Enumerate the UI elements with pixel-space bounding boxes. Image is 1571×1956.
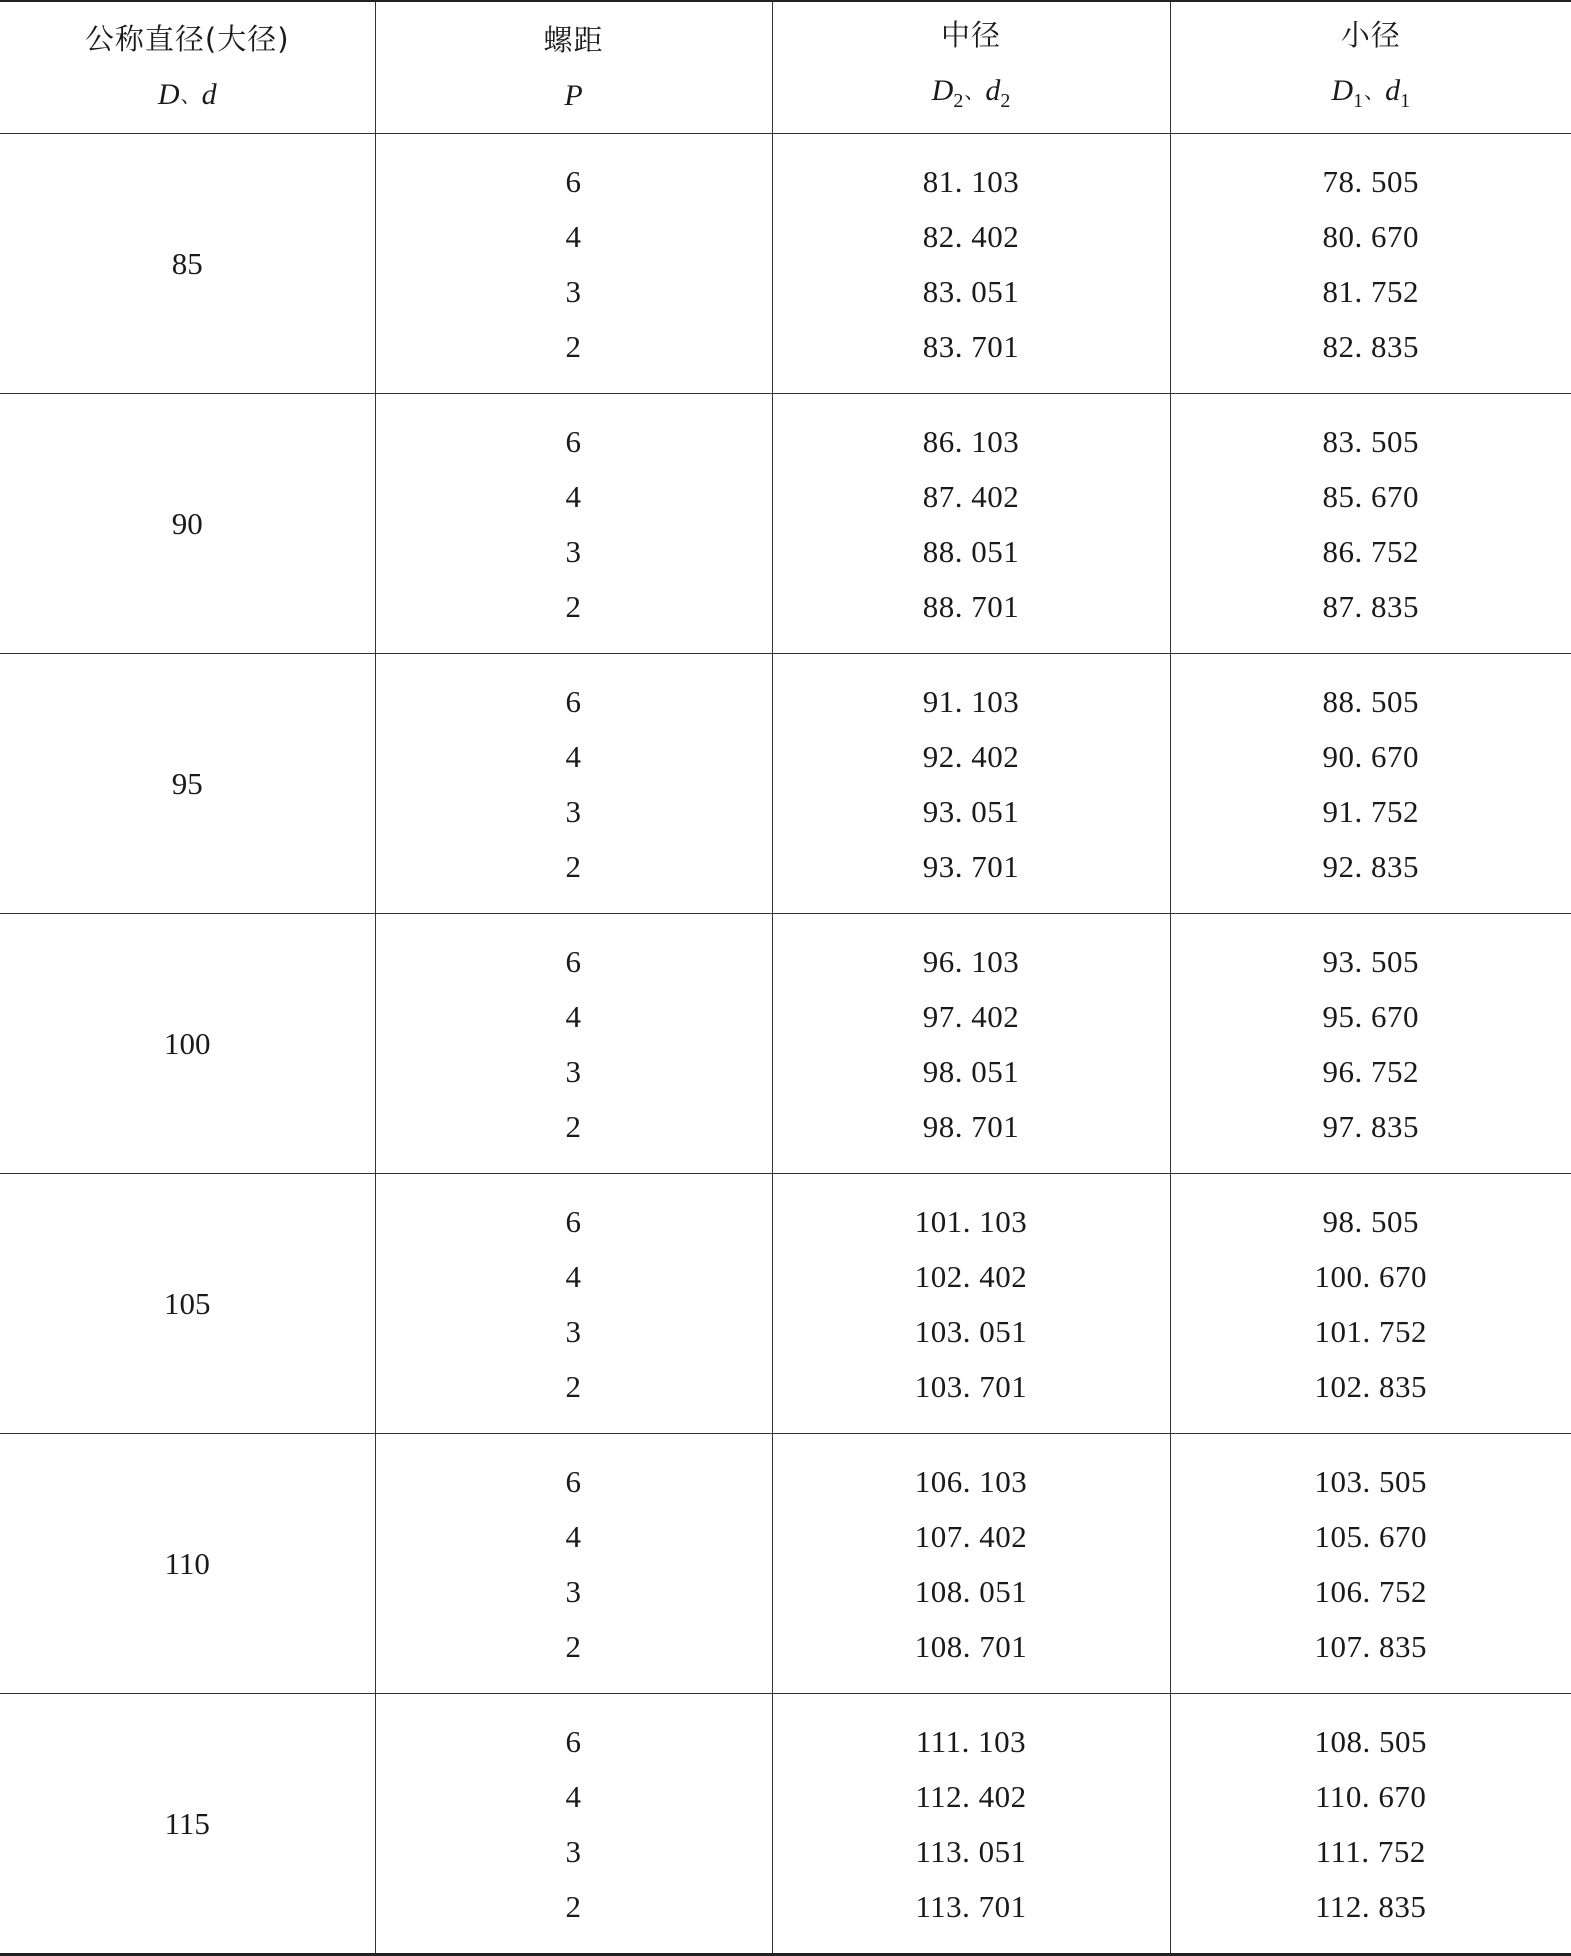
pitch-cell xyxy=(375,134,772,394)
minor-diameter-cell xyxy=(1170,394,1571,654)
table-row xyxy=(0,1434,1571,1694)
nominal-diameter-value: 110 xyxy=(165,1546,210,1581)
pitch-diameter-value: 81. 103 xyxy=(923,154,1020,209)
header-row xyxy=(0,1,1571,134)
table-row xyxy=(0,1694,1571,1955)
pitch-diameter-value: 106. 103 xyxy=(915,1454,1028,1509)
header-pitch-diameter-label: 中径 xyxy=(773,7,1170,63)
pitch-cell xyxy=(375,1434,772,1694)
pitch-diameter-values xyxy=(915,1194,1028,1414)
minor-diameter-values xyxy=(1315,1194,1428,1414)
symbol-separator: 、 xyxy=(963,81,985,103)
minor-diameter-cell xyxy=(1170,1694,1571,1955)
pitch-diameter-value: 86. 103 xyxy=(923,414,1020,469)
header-minor-diameter xyxy=(1170,1,1571,134)
pitch-diameter-value: 107. 402 xyxy=(915,1509,1028,1564)
pitch-diameter-cell xyxy=(772,1434,1170,1694)
header-pitch-diameter-symbol xyxy=(773,63,1170,129)
header-minor-diameter-symbol xyxy=(1171,63,1571,129)
nominal-diameter-cell xyxy=(0,134,375,394)
minor-diameter-cell xyxy=(1170,1434,1571,1694)
pitch-diameter-value: 83. 051 xyxy=(923,264,1020,319)
nominal-diameter-cell xyxy=(0,1434,375,1694)
pitch-value: 3 xyxy=(566,1824,582,1879)
symbol-subscript: 2 xyxy=(1000,90,1010,112)
symbol-separator: 、 xyxy=(180,85,202,107)
pitch-value: 2 xyxy=(566,579,582,634)
pitch-diameter-value: 101. 103 xyxy=(915,1194,1028,1249)
pitch-diameter-value: 88. 701 xyxy=(923,579,1020,634)
minor-diameter-value: 88. 505 xyxy=(1323,674,1420,729)
pitch-value: 6 xyxy=(566,674,582,729)
header-nominal-label: 公称直径(大径) xyxy=(0,11,375,67)
pitch-diameter-value: 91. 103 xyxy=(923,674,1020,729)
minor-diameter-value: 97. 835 xyxy=(1323,1099,1420,1154)
pitch-value: 6 xyxy=(566,1454,582,1509)
minor-diameter-cell xyxy=(1170,1174,1571,1434)
pitch-diameter-value: 113. 701 xyxy=(915,1879,1026,1934)
pitch-diameter-cell xyxy=(772,1694,1170,1955)
minor-diameter-value: 83. 505 xyxy=(1323,414,1420,469)
minor-diameter-value: 92. 835 xyxy=(1323,839,1420,894)
pitch-value: 4 xyxy=(566,729,582,784)
pitch-diameter-value: 108. 051 xyxy=(915,1564,1028,1619)
pitch-diameter-value: 103. 701 xyxy=(915,1359,1028,1414)
pitch-value: 4 xyxy=(566,989,582,1044)
pitch-value: 3 xyxy=(566,264,582,319)
pitch-value: 4 xyxy=(566,469,582,524)
pitch-value: 2 xyxy=(566,1879,582,1934)
minor-diameter-value: 85. 670 xyxy=(1323,469,1420,524)
pitch-diameter-value: 88. 051 xyxy=(923,524,1020,579)
pitch-value: 3 xyxy=(566,784,582,839)
pitch-diameter-values xyxy=(923,934,1020,1154)
minor-diameter-value: 103. 505 xyxy=(1315,1454,1428,1509)
minor-diameter-values xyxy=(1323,154,1420,374)
minor-diameter-cell xyxy=(1170,654,1571,914)
minor-diameter-value: 110. 670 xyxy=(1315,1769,1428,1824)
pitch-values xyxy=(566,1454,582,1674)
pitch-value: 6 xyxy=(566,934,582,989)
pitch-diameter-values xyxy=(915,1714,1026,1934)
nominal-diameter-value: 90 xyxy=(172,506,203,541)
minor-diameter-value: 90. 670 xyxy=(1323,729,1420,784)
pitch-diameter-cell xyxy=(772,394,1170,654)
pitch-value: 3 xyxy=(566,1564,582,1619)
minor-diameter-value: 87. 835 xyxy=(1323,579,1420,634)
pitch-value: 2 xyxy=(566,839,582,894)
minor-diameter-value: 106. 752 xyxy=(1315,1564,1428,1619)
symbol-separator: 、 xyxy=(1363,81,1385,103)
minor-diameter-value: 111. 752 xyxy=(1315,1824,1428,1879)
header-pitch-diameter xyxy=(772,1,1170,134)
pitch-values xyxy=(566,414,582,634)
minor-diameter-value: 102. 835 xyxy=(1315,1359,1428,1414)
pitch-values xyxy=(566,934,582,1154)
table-row xyxy=(0,914,1571,1174)
table-row xyxy=(0,1174,1571,1434)
symbol-subscript: 1 xyxy=(1353,90,1363,112)
minor-diameter-value: 98. 505 xyxy=(1315,1194,1428,1249)
pitch-diameter-value: 112. 402 xyxy=(915,1769,1026,1824)
pitch-value: 3 xyxy=(566,1044,582,1099)
header-minor-diameter-label: 小径 xyxy=(1171,7,1571,63)
pitch-value: 4 xyxy=(566,1769,582,1824)
pitch-diameter-value: 96. 103 xyxy=(923,934,1020,989)
minor-diameter-value: 78. 505 xyxy=(1323,154,1420,209)
pitch-value: 2 xyxy=(566,1619,582,1674)
pitch-cell xyxy=(375,1174,772,1434)
pitch-values xyxy=(566,674,582,894)
pitch-diameter-cell xyxy=(772,134,1170,394)
pitch-diameter-value: 83. 701 xyxy=(923,319,1020,374)
pitch-diameter-values xyxy=(923,414,1020,634)
pitch-value: 4 xyxy=(566,209,582,264)
minor-diameter-cell xyxy=(1170,134,1571,394)
nominal-diameter-cell xyxy=(0,1174,375,1434)
pitch-diameter-value: 97. 402 xyxy=(923,989,1020,1044)
header-nominal-diameter xyxy=(0,1,375,134)
pitch-values xyxy=(566,154,582,374)
minor-diameter-value: 107. 835 xyxy=(1315,1619,1428,1674)
pitch-cell xyxy=(375,914,772,1174)
pitch-diameter-value: 102. 402 xyxy=(915,1249,1028,1304)
minor-diameter-values xyxy=(1323,414,1420,634)
pitch-diameter-cell xyxy=(772,654,1170,914)
minor-diameter-value: 100. 670 xyxy=(1315,1249,1428,1304)
header-nominal-symbol xyxy=(0,67,375,124)
minor-diameter-value: 101. 752 xyxy=(1315,1304,1428,1359)
minor-diameter-value: 93. 505 xyxy=(1323,934,1420,989)
minor-diameter-value: 96. 752 xyxy=(1323,1044,1420,1099)
pitch-diameter-cell xyxy=(772,914,1170,1174)
pitch-cell xyxy=(375,1694,772,1955)
pitch-values xyxy=(566,1194,582,1414)
table-row xyxy=(0,394,1571,654)
pitch-diameter-value: 93. 701 xyxy=(923,839,1020,894)
symbol-D: D xyxy=(1331,74,1353,107)
pitch-value: 6 xyxy=(566,154,582,209)
pitch-diameter-value: 103. 051 xyxy=(915,1304,1028,1359)
pitch-diameter-value: 98. 701 xyxy=(923,1099,1020,1154)
symbol-D: D xyxy=(932,74,954,107)
minor-diameter-cell xyxy=(1170,914,1571,1174)
pitch-diameter-values xyxy=(915,1454,1028,1674)
pitch-value: 3 xyxy=(566,524,582,579)
table-row xyxy=(0,654,1571,914)
minor-diameter-value: 91. 752 xyxy=(1323,784,1420,839)
minor-diameter-values xyxy=(1315,1454,1428,1674)
minor-diameter-value: 105. 670 xyxy=(1315,1509,1428,1564)
pitch-value: 2 xyxy=(566,319,582,374)
pitch-diameter-value: 87. 402 xyxy=(923,469,1020,524)
pitch-diameter-value: 113. 051 xyxy=(915,1824,1026,1879)
nominal-diameter-value: 100 xyxy=(164,1026,211,1061)
pitch-value: 4 xyxy=(566,1249,582,1304)
minor-diameter-value: 112. 835 xyxy=(1315,1879,1428,1934)
pitch-diameter-value: 111. 103 xyxy=(915,1714,1026,1769)
minor-diameter-value: 86. 752 xyxy=(1323,524,1420,579)
nominal-diameter-value: 85 xyxy=(172,246,203,281)
pitch-value: 6 xyxy=(566,1194,582,1249)
pitch-cell xyxy=(375,394,772,654)
pitch-diameter-value: 108. 701 xyxy=(915,1619,1028,1674)
nominal-diameter-value: 105 xyxy=(164,1286,211,1321)
symbol-subscript: 2 xyxy=(953,90,963,112)
pitch-value: 4 xyxy=(566,1509,582,1564)
minor-diameter-value: 82. 835 xyxy=(1323,319,1420,374)
header-pitch xyxy=(375,1,772,134)
nominal-diameter-value: 115 xyxy=(165,1806,210,1841)
minor-diameter-values xyxy=(1323,934,1420,1154)
symbol-d: d xyxy=(985,74,1000,107)
pitch-diameter-value: 82. 402 xyxy=(923,209,1020,264)
pitch-diameter-values xyxy=(923,154,1020,374)
pitch-values xyxy=(566,1714,582,1934)
pitch-value: 6 xyxy=(566,1714,582,1769)
table-body xyxy=(0,134,1571,1955)
header-pitch-label: 螺距 xyxy=(376,12,772,68)
nominal-diameter-cell xyxy=(0,1694,375,1955)
minor-diameter-values xyxy=(1323,674,1420,894)
pitch-cell xyxy=(375,654,772,914)
pitch-diameter-value: 92. 402 xyxy=(923,729,1020,784)
minor-diameter-value: 81. 752 xyxy=(1323,264,1420,319)
nominal-diameter-value: 95 xyxy=(172,766,203,801)
symbol-d: d xyxy=(1385,74,1400,107)
pitch-value: 2 xyxy=(566,1359,582,1414)
minor-diameter-value: 95. 670 xyxy=(1323,989,1420,1044)
minor-diameter-value: 80. 670 xyxy=(1323,209,1420,264)
pitch-value: 6 xyxy=(566,414,582,469)
nominal-diameter-cell xyxy=(0,394,375,654)
symbol-d: d xyxy=(202,78,217,111)
pitch-value: 3 xyxy=(566,1304,582,1359)
pitch-diameter-value: 98. 051 xyxy=(923,1044,1020,1099)
table-row xyxy=(0,134,1571,394)
pitch-diameter-values xyxy=(923,674,1020,894)
symbol-D: D xyxy=(158,78,180,111)
symbol-subscript: 1 xyxy=(1400,90,1410,112)
nominal-diameter-cell xyxy=(0,914,375,1174)
minor-diameter-value: 108. 505 xyxy=(1315,1714,1428,1769)
pitch-diameter-value: 93. 051 xyxy=(923,784,1020,839)
pitch-diameter-cell xyxy=(772,1174,1170,1434)
nominal-diameter-cell xyxy=(0,654,375,914)
minor-diameter-values xyxy=(1315,1714,1428,1934)
pitch-value: 2 xyxy=(566,1099,582,1154)
header-pitch-symbol: P xyxy=(376,68,772,124)
